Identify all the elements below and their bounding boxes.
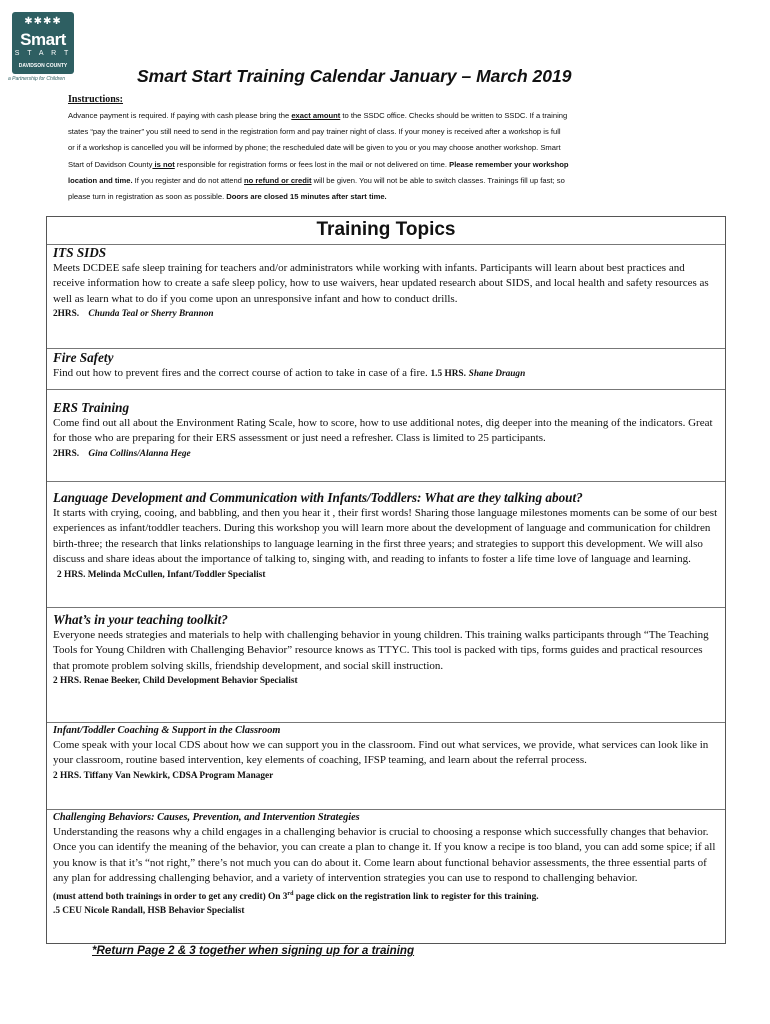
logo-tagline: a Partnership for Children: [8, 76, 65, 82]
instr-text: to the SSDC office. Checks should be written to SSDC. If a training: [340, 111, 568, 120]
topic-presenter: 2 HRS. Tiffany Van Newkirk, CDSA Program Manager: [53, 770, 274, 781]
topic-title: What’s in your teaching toolkit?: [53, 612, 228, 627]
logo-start-text: S T A R T: [14, 50, 72, 57]
instr-emphasis: no refund or credit: [244, 175, 312, 185]
topic-hours: 2HRS.: [53, 448, 80, 459]
topic-fire-safety: [53, 350, 719, 381]
logo-smart-text: Smart: [20, 30, 66, 49]
registration-note: [53, 887, 719, 904]
topic-its-sids: [53, 245, 719, 321]
instr-text: please turn in registration as soon as possible.: [68, 192, 227, 202]
topic-body-text: Find out how to prevent fires and the correct course of action to take in case of a fire.: [53, 367, 431, 379]
instr-text: If you register and do not attend: [132, 175, 245, 185]
page-title: Smart Start Training Calendar January – March 2019: [137, 66, 572, 86]
topic-hours: 1.5 HRS.: [430, 369, 466, 379]
instr-text: responsible for registration forms or fees lost in the mail or not delivered on time.: [174, 159, 450, 169]
logo-badge: [12, 12, 74, 74]
divider: [47, 389, 725, 390]
topic-title: Challenging Behaviors: Causes, Prevention, and Intervention Strategies: [53, 812, 360, 823]
presenter-name: Gina Collins/Alanna Hege: [88, 448, 191, 459]
instructions-line-2: states “pay the trainer” you still need to send in the registration form and pay trainer night of class. If your money is received after a workshop is full: [68, 127, 561, 137]
instr-bold: Please remember your workshop: [449, 159, 569, 169]
instructions-label: Instructions:: [68, 94, 124, 105]
topic-description: [53, 366, 719, 381]
instr-text: Advance payment is required. If paying with cash please bring the: [68, 111, 292, 120]
children-figures-icon: ✱✱✱✱: [24, 16, 62, 27]
logo-county-text: DAVIDSON COUNTY: [18, 63, 68, 69]
instructions-line-3: or if a workshop is cancelled you will be informed by phone; the rescheduled date will be given to you or you may choose another workshop. Smart: [68, 143, 561, 153]
topic-title: Fire Safety: [53, 350, 114, 365]
instructions-line-4: [68, 157, 708, 173]
divider: [47, 348, 725, 349]
topic-description: Everyone needs strategies and materials to help with challenging behavior in young children. This training walks participants through “The Teaching Tools for Young Children with Challenging Behavior” resource knows as TTYC. This tool is packed with tips, forms guides and practical resources that promote problem solving skills, friendship development, and social skill instruction.: [53, 629, 709, 672]
divider: [47, 607, 725, 608]
topic-presenter: .5 CEU Nicole Randall, HSB Behavior Specialist: [53, 905, 245, 916]
topic-hours: 2HRS.: [53, 309, 80, 320]
topic-description: Come find out all about the Environment Rating Scale, how to score, how to use additional notes, dig deeper into the meaning of the indicators. Great for those who are preparing for their ERS assessment or just need a refresher. Class is limited to 25 participants.: [53, 417, 713, 445]
topic-title: Language Development and Communication with Infants/Toddlers: What are they talking about?: [53, 490, 583, 505]
instr-bold: Doors are closed 15 minutes after start time.: [226, 192, 387, 202]
instr-emphasis: exact amount: [291, 111, 341, 120]
presenter-name: Chunda Teal or Sherry Brannon: [88, 309, 214, 320]
topic-presenter: [53, 447, 719, 461]
note-text: (must attend both trainings in order to get any credit) On 3: [53, 891, 288, 902]
topic-language-development: [53, 490, 719, 582]
instr-emphasis: is not: [152, 159, 175, 169]
presenter-name: Shane Draugn: [468, 369, 526, 379]
footer-note: *Return Page 2 & 3 together when signing up for a training: [92, 944, 415, 957]
topic-teaching-toolkit: [53, 612, 719, 688]
topic-infant-toddler-coaching: [53, 724, 719, 783]
topic-title: ITS SIDS: [53, 245, 107, 260]
divider: [47, 481, 725, 482]
training-topics-heading: Training Topics: [316, 219, 456, 240]
topic-presenter: 2 HRS. Melinda McCullen, Infant/Toddler Specialist: [57, 569, 266, 580]
note-superscript: rd: [287, 890, 294, 897]
instructions-line-1: [68, 108, 708, 124]
note-text: page click on the registration link to register for this training.: [293, 891, 539, 902]
divider: [47, 722, 725, 723]
instr-text: Start of Davidson County: [68, 159, 153, 169]
topic-title: Infant/Toddler Coaching & Support in the Classroom: [53, 725, 281, 736]
topic-description: Understanding the reasons why a child engages in a challenging behavior is crucial to choosing a response which successfully changes that behavior. Once you can identify the meaning of the behavior, you can create a plan to change it. If you know a recipe is too bland, you can add some spice; if all you know is that it’s “not right,” there’s not much you can do about it. Come learn about functional behavior assessments, the three essential parts of any plan for addressing challenging behavior, and a variety of intervention strategies you can use to respond to challenging behavior.: [53, 826, 716, 885]
topic-ers-training: [53, 400, 719, 461]
topic-presenter: 2 HRS. Renae Beeker, Child Development Behavior Specialist: [53, 676, 298, 687]
smart-start-logo: [8, 12, 80, 90]
training-topics-table: [46, 216, 726, 944]
instructions: [68, 94, 708, 205]
topic-description: It starts with crying, cooing, and babbling, and then you hear it , their first words! Sharing those language milestones moments can be some of our best experiences as infant/toddler teachers. During this workshop you will learn more about the development of language and communication for children birth-three; the research that links relationships to language learning in the first three years; and strategies to support this development. We will also discuss and share ideas about the importance of talking to, singing with, and reading to infants to foster a life time love of language and learning.: [53, 507, 718, 566]
instr-text: will be given. You will not be able to switch classes. Trainings fill up fast; so: [311, 175, 565, 185]
instructions-line-6: [68, 189, 708, 205]
topic-description: Meets DCDEE safe sleep training for teachers and/or administrators while working with infants. Participants will learn about best practices and receive information how to create a safe sleep policy, how to use waivers, hear updated research about SIDS, and local health and safety resources as well as learn what to do if you come upon an unresponsive infant and how to conduct drills.: [53, 262, 709, 305]
topic-title: ERS Training: [53, 400, 130, 415]
instructions-line-5: [68, 173, 708, 189]
topic-challenging-behaviors: [53, 811, 719, 918]
topic-description: Come speak with your local CDS about how we can support you in the classroom. Find out what services, we provide, what services can look like in your classroom, routine based intervention, key elements of coaching, IFSP teaming, and learn about the referral process.: [53, 739, 709, 767]
divider: [47, 809, 725, 810]
instr-bold: location and time.: [68, 175, 133, 185]
topic-presenter: [53, 307, 719, 321]
